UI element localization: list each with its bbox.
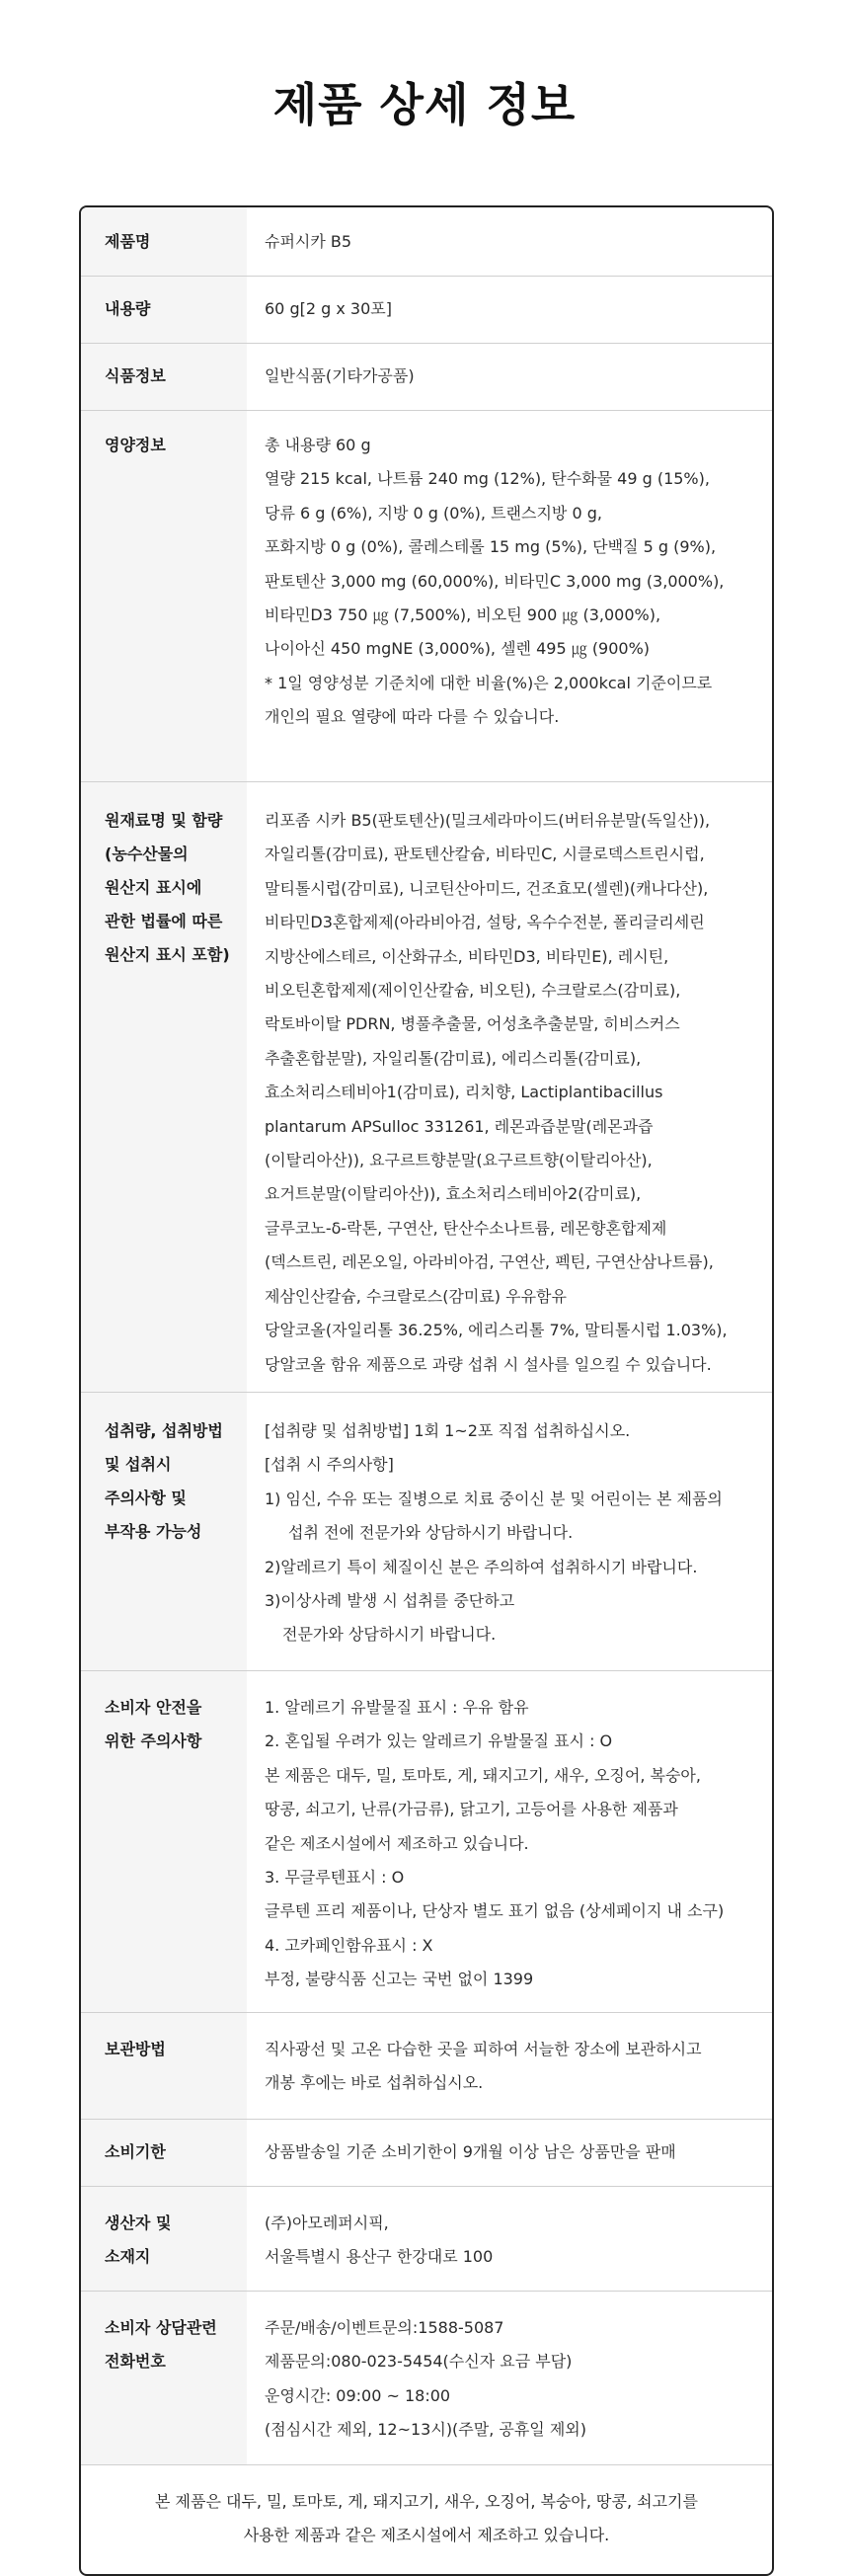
label-line: 및 섭취시 [105, 1455, 172, 1474]
row-caution [81, 1671, 772, 2013]
value-line: 부정, 불량식품 신고는 국번 없이 1399 [265, 1970, 534, 1989]
row-label [81, 2120, 247, 2186]
value-line: 당알코올(자일리톨 36.25%, 에리스리톨 7%, 말티톨시럽 1.03%), [265, 1321, 728, 1340]
row-value [247, 2120, 772, 2186]
value-line: 2. 혼입될 우려가 있는 알레르기 유발물질 표시 : O [265, 1731, 613, 1751]
value-line: 섭취 전에 전문가와 상담하시기 바랍니다. [288, 1523, 574, 1543]
row-value [247, 344, 772, 410]
value-line: (점심시간 제외, 12~13시)(주말, 공휴일 제외) [265, 2420, 586, 2440]
row-label [81, 207, 247, 276]
value-line: 전문가와 상담하시기 바랍니다. [282, 1625, 497, 1645]
allergen-footer-note [81, 2465, 772, 2574]
value-line: 제품문의:080-023-5454(수신자 요금 부담) [265, 2352, 573, 2372]
row-ingredients [81, 782, 772, 1393]
row-manufacturer [81, 2187, 772, 2292]
value-line: 추출혼합분말), 자일리톨(감미료), 에리스리톨(감미료), [265, 1048, 642, 1068]
value-line: 판토텐산 3,000 mg (60,000%), 비타민C 3,000 mg (3,000%), [265, 571, 725, 591]
label-line: 식품정보 [105, 366, 166, 385]
row-value [247, 207, 772, 276]
value-line: 효소처리스테비아1(감미료), 리치향, Lactiplantibacillus [265, 1083, 663, 1102]
row-value [247, 411, 772, 781]
value-line: * 1일 영양성분 기준치에 대한 비율(%)은 2,000kcal 기준이므로 [265, 673, 713, 692]
row-value [247, 277, 772, 343]
row-value [247, 2292, 772, 2464]
row-product-name [81, 207, 772, 277]
value-line: (주)아모레퍼시픽, [265, 2214, 389, 2232]
label-line: 원재료명 및 함량 [105, 811, 223, 830]
value-line: 60 g[2 g x 30포] [265, 299, 392, 318]
value-line: 리포좀 시카 B5(판토텐산)(밀크세라마이드(버터유분말(독일산)), [265, 811, 711, 830]
row-storage [81, 2013, 772, 2120]
label-line: 원산지 표시 포함) [105, 945, 230, 964]
value-line: 당류 6 g (6%), 지방 0 g (0%), 트랜스지방 0 g, [265, 503, 602, 523]
value-line: 포화지방 0 g (0%), 콜레스테롤 15 mg (5%), 단백질 5 g (9%), [265, 537, 717, 557]
value-line: 3)이상사례 발생 시 섭취를 중단하고 [265, 1591, 515, 1611]
value-line: 땅콩, 쇠고기, 난류(가금류), 닭고기, 고등어를 사용한 제품과 [265, 1800, 678, 1819]
label-line: 부작용 가능성 [105, 1522, 202, 1541]
row-value [247, 1393, 772, 1670]
label-line: 관한 법률에 따른 [105, 912, 223, 930]
value-line: 2)알레르기 특이 체질이신 분은 주의하여 섭취하시기 바랍니다. [265, 1557, 698, 1576]
value-line: 자일리톨(감미료), 판토텐산칼슘, 비타민C, 시클로덱스트린시럽, [265, 845, 705, 864]
value-line: [섭취 시 주의사항] [265, 1455, 394, 1475]
value-line: 슈퍼시카 B5 [265, 232, 352, 251]
row-value [247, 2013, 772, 2119]
value-line: 열량 215 kcal, 나트륨 240 mg (12%), 탄수화물 49 g (15%), [265, 469, 710, 489]
value-line: 개인의 필요 열량에 따라 다를 수 있습니다. [265, 707, 560, 727]
value-line: 나이아신 450 mgNE (3,000%), 셀렌 495 ㎍ (900%) [265, 639, 651, 659]
value-line: 개봉 후에는 바로 섭취하십시오. [265, 2073, 484, 2093]
value-line: 글루텐 프리 제품이나, 단상자 별도 표기 없음 (상세페이지 내 소구) [265, 1901, 725, 1921]
value-line: 락토바이탈 PDRN, 병풀추출물, 어성초추출분말, 히비스커스 [265, 1014, 680, 1034]
page-title: 제품 상세 정보 [272, 78, 577, 131]
value-line: 상품발송일 기준 소비기한이 9개월 이상 남은 상품만을 판매 [265, 2142, 676, 2161]
label-line: 전화번호 [105, 2352, 166, 2371]
value-line: 4. 고카페인함유표시 : X [265, 1935, 433, 1955]
value-line: 같은 제조시설에서 제조하고 있습니다. [265, 1833, 529, 1853]
product-info-table [79, 205, 774, 2576]
label-line: 생산자 및 [105, 2214, 172, 2232]
row-label [81, 2292, 247, 2464]
row-value [247, 2187, 772, 2291]
row-intake [81, 1393, 772, 1671]
row-label [81, 344, 247, 410]
label-line: (농수산물의 [105, 845, 189, 863]
row-expiry [81, 2120, 772, 2187]
value-line: 제삼인산칼슘, 수크랄로스(감미료) 우유함유 [265, 1286, 567, 1306]
value-line: 비타민D3혼합제제(아라비아검, 설탕, 옥수수전분, 폴리글리세린 [265, 913, 705, 932]
footer-line: 본 제품은 대두, 밀, 토마토, 게, 돼지고기, 새우, 오징어, 복숭아, 땅콩, 쇠고기를 [155, 2492, 698, 2511]
value-line: 직사광선 및 고온 다습한 곳을 피하여 서늘한 장소에 보관하시고 [265, 2040, 702, 2058]
row-volume [81, 277, 772, 344]
label-line: 원산지 표시에 [105, 878, 202, 897]
value-line: 일반식품(기타가공품) [265, 366, 415, 385]
label-line: 내용량 [105, 299, 151, 318]
row-label [81, 1671, 247, 2012]
label-line: 위한 주의사항 [105, 1731, 202, 1750]
value-line: 총 내용량 60 g [265, 436, 371, 454]
label-line: 소재지 [105, 2247, 151, 2266]
value-line: [섭취량 및 섭취방법] 1회 1~2포 직접 섭취하십시오. [265, 1421, 631, 1440]
value-line: 글루코노-δ-락톤, 구연산, 탄산수소나트륨, 레몬향혼합제제 [265, 1218, 667, 1238]
footer-line: 사용한 제품과 같은 제조시설에서 제조하고 있습니다. [243, 2526, 610, 2544]
value-line: 지방산에스테르, 이산화규소, 비타민D3, 비타민E), 레시틴, [265, 946, 669, 966]
label-line: 영양정보 [105, 436, 166, 454]
row-food-type [81, 344, 772, 411]
value-line: 요거트분말(이탈리아산)), 효소처리스테비아2(감미료), [265, 1184, 642, 1204]
value-line: 비오틴혼합제제(제이인산칼슘, 비오틴), 수크랄로스(감미료), [265, 981, 681, 1001]
row-nutrition [81, 411, 772, 782]
label-line: 소비기한 [105, 2142, 166, 2161]
value-line: 3. 무글루텐표시 : O [265, 1868, 405, 1888]
value-line: 1) 임신, 수유 또는 질병으로 치료 중이신 분 및 어린이는 본 제품의 [265, 1489, 723, 1508]
value-line: (덱스트린, 레몬오일, 아라비아검, 구연산, 펙틴, 구연산삼나트륨), [265, 1252, 714, 1272]
row-label [81, 2187, 247, 2291]
value-line: 주문/배송/이벤트문의:1588-5087 [265, 2318, 504, 2337]
row-label [81, 1393, 247, 1670]
value-line: 운영시간: 09:00 ~ 18:00 [265, 2385, 451, 2405]
label-line: 소비자 안전을 [105, 1698, 202, 1717]
label-line: 소비자 상담관련 [105, 2318, 217, 2337]
value-line: 비타민D3 750 ㎍ (7,500%), 비오틴 900 ㎍ (3,000%), [265, 605, 661, 625]
value-line: 당알코올 함유 제품으로 과량 섭취 시 설사를 일으킬 수 있습니다. [265, 1354, 712, 1374]
row-label [81, 277, 247, 343]
value-line: 1. 알레르기 유발물질 표시 : 우유 함유 [265, 1698, 529, 1717]
label-line: 섭취량, 섭취방법 [105, 1421, 223, 1440]
row-value [247, 782, 772, 1392]
row-contact [81, 2292, 772, 2465]
value-line: 말티톨시럽(감미료), 니코틴산아미드, 건조효모(셀렌)(캐나다산), [265, 878, 709, 898]
label-line: 보관방법 [105, 2040, 166, 2058]
row-label [81, 411, 247, 781]
label-line: 주의사항 및 [105, 1489, 187, 1507]
value-line: plantarum APSulloc 331261, 레몬과즙분말(레몬과즙 [265, 1116, 654, 1136]
row-label [81, 782, 247, 1392]
label-line: 제품명 [105, 232, 151, 251]
row-value [247, 1671, 772, 2012]
value-line: 본 제품은 대두, 밀, 토마토, 게, 돼지고기, 새우, 오징어, 복숭아, [265, 1765, 701, 1785]
value-line: (이탈리아산)), 요구르트향분말(요구르트향(이탈리아산), [265, 1151, 653, 1170]
value-line: 서울특별시 용산구 한강대로 100 [265, 2247, 494, 2267]
row-label [81, 2013, 247, 2119]
